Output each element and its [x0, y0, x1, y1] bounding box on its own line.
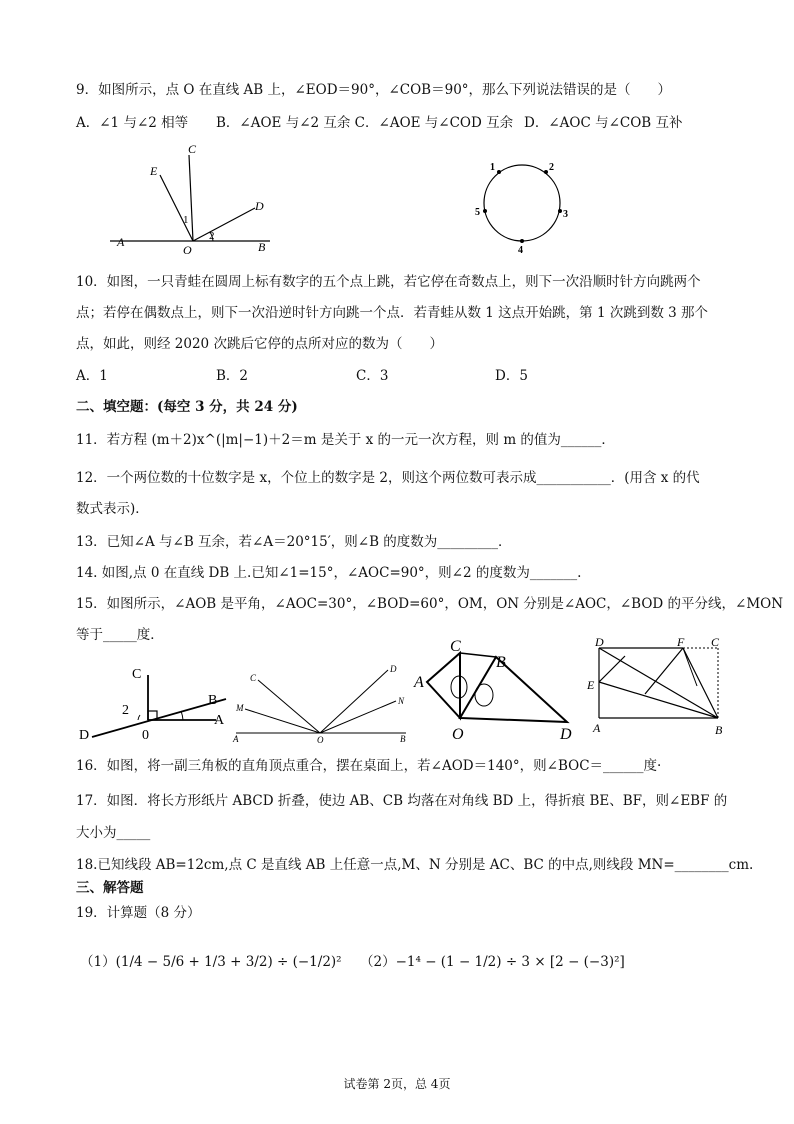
q9-option-d: D．∠AOC 与∠COB 互补	[524, 115, 683, 131]
label-a: A	[414, 674, 424, 691]
label-2: 2	[122, 703, 129, 718]
section-fill-in: 二、填空题：(每空 3 分，共 24 分)	[76, 399, 298, 415]
q10-option-d: D．5	[495, 368, 528, 384]
q15-line-1: 15．如图所示，∠AOB 是平角，∠AOC=30°，∠BOD=60°，OM，ON 分别是∠AOC，∠BOD 的平分线，∠MON	[76, 596, 784, 612]
q13: 13．已知∠A 与∠B 互余，若∠A＝20°15′，则∠B 的度数为_________．	[76, 534, 512, 550]
q19-part-1: （1）(1/4 − 5/6 + 1/3 + 3/2) ÷ (−1/2)²	[80, 954, 342, 970]
label-b: B	[258, 240, 266, 254]
label-0: 0	[142, 728, 149, 743]
q19-title: 19．计算题（8 分）	[76, 905, 201, 921]
label-d: D	[595, 635, 604, 649]
q15-line-2: 等于_____度．	[76, 627, 164, 643]
label-1: 1	[183, 214, 189, 226]
label-e: E	[587, 678, 595, 692]
label-2: 2	[209, 230, 215, 242]
label-n: N	[398, 696, 405, 706]
label-d: D	[79, 728, 90, 743]
point-3: 3	[563, 209, 568, 220]
q18: 18.已知线段 AB=12cm,点 C 是直线 AB 上任意一点,M、N 分别是 AC、BC 的中点,则线段 MN=________cm.	[76, 857, 754, 873]
q10-option-c: C．3	[356, 368, 389, 384]
label-b: B	[496, 654, 506, 671]
label-m: M	[236, 703, 244, 713]
q17-line-1: 17．如图．将长方形纸片 ABCD 折叠，使边 AB、CB 均落在对角线 BD 上，得折痕 BE、BF，则∠EBF 的	[76, 793, 728, 809]
q10-line-3: 点，如此，则经 2020 次跳后它停的点所对应的数为（ ）	[76, 336, 443, 352]
q10-option-a: A．1	[76, 368, 108, 384]
label-e: E	[150, 164, 158, 178]
label-o: O	[183, 243, 192, 255]
q11: 11．若方程 (m＋2)x^(|m|−1)＋2＝m 是关于 x 的一元一次方程，则 m 的值为______．	[76, 432, 615, 448]
q12-line-1: 12．一个两位数的十位数字是 x，个位上的数字是 2，则这个两位数可表示成___________．(用含 x 的代	[76, 470, 700, 486]
label-c: C	[250, 673, 257, 683]
label-b: B	[208, 693, 218, 708]
label-b: B	[400, 734, 406, 744]
label-c: C	[450, 638, 461, 655]
label-c: C	[711, 635, 720, 649]
section-solve: 三、解答题	[76, 880, 144, 896]
q10-line-1: 10．如图，一只青蛙在圆周上标有数字的五个点上跳，若它停在奇数点上，则下一次沿顺时针方向跳两个	[76, 274, 701, 290]
label-b: B	[715, 723, 723, 737]
label-d: D	[255, 199, 264, 213]
label-c: C	[188, 142, 197, 156]
point-2: 2	[549, 162, 554, 173]
q14-figure	[76, 660, 236, 745]
label-a: A	[593, 721, 601, 735]
label-o: O	[452, 726, 464, 743]
label-c: C	[132, 667, 142, 682]
q10-line-2: 点；若停在偶数点上，则下一次沿逆时针方向跳一个点．若青蛙从数 1 这点开始跳，第 1 次跳到数 3 那个	[76, 305, 709, 321]
q16-figure	[412, 635, 582, 745]
q10-figure	[470, 155, 580, 255]
q16: 16．如图，将一副三角板的直角顶点重合，摆在桌面上，若∠AOD＝140°，则∠BOC＝______度·	[76, 758, 662, 774]
q15-figure	[228, 660, 413, 745]
page-footer: 试卷第 2页，总 4页	[343, 1077, 451, 1091]
label-a: A	[214, 713, 225, 728]
label-a: A	[233, 734, 239, 744]
q17-figure	[585, 632, 730, 742]
label-a: A	[117, 235, 125, 249]
label-f: F	[677, 635, 685, 649]
q14: 14. 如图,点 0 在直线 DB 上.已知∠1=15°，∠AOC=90°，则∠2 的度数为_______.	[76, 565, 582, 581]
q12-line-2: 数式表示)．	[76, 501, 149, 517]
q9-figure	[105, 140, 275, 255]
q9-option-bc: B．∠AOE 与∠2 互余 C．∠AOE 与∠COD 互余	[216, 115, 514, 131]
label-d: D	[390, 664, 397, 674]
q10-option-b: B．2	[216, 368, 249, 384]
point-1: 1	[490, 162, 495, 173]
q9-option-a: A．∠1 与∠2 相等	[76, 115, 189, 131]
q17-line-2: 大小为_____	[76, 825, 151, 841]
label-d: D	[560, 726, 572, 743]
q19-part-2: （2）−1⁴ − (1 − 1/2) ÷ 3 × [2 − (−3)²]	[360, 954, 625, 970]
point-5: 5	[475, 207, 480, 218]
q9-stem: 9．如图所示，点 O 在直线 AB 上，∠EOD＝90°，∠COB＝90°，那么下列说法错误的是（ ）	[76, 82, 672, 98]
point-4: 4	[518, 245, 523, 255]
label-o: O	[317, 735, 324, 745]
